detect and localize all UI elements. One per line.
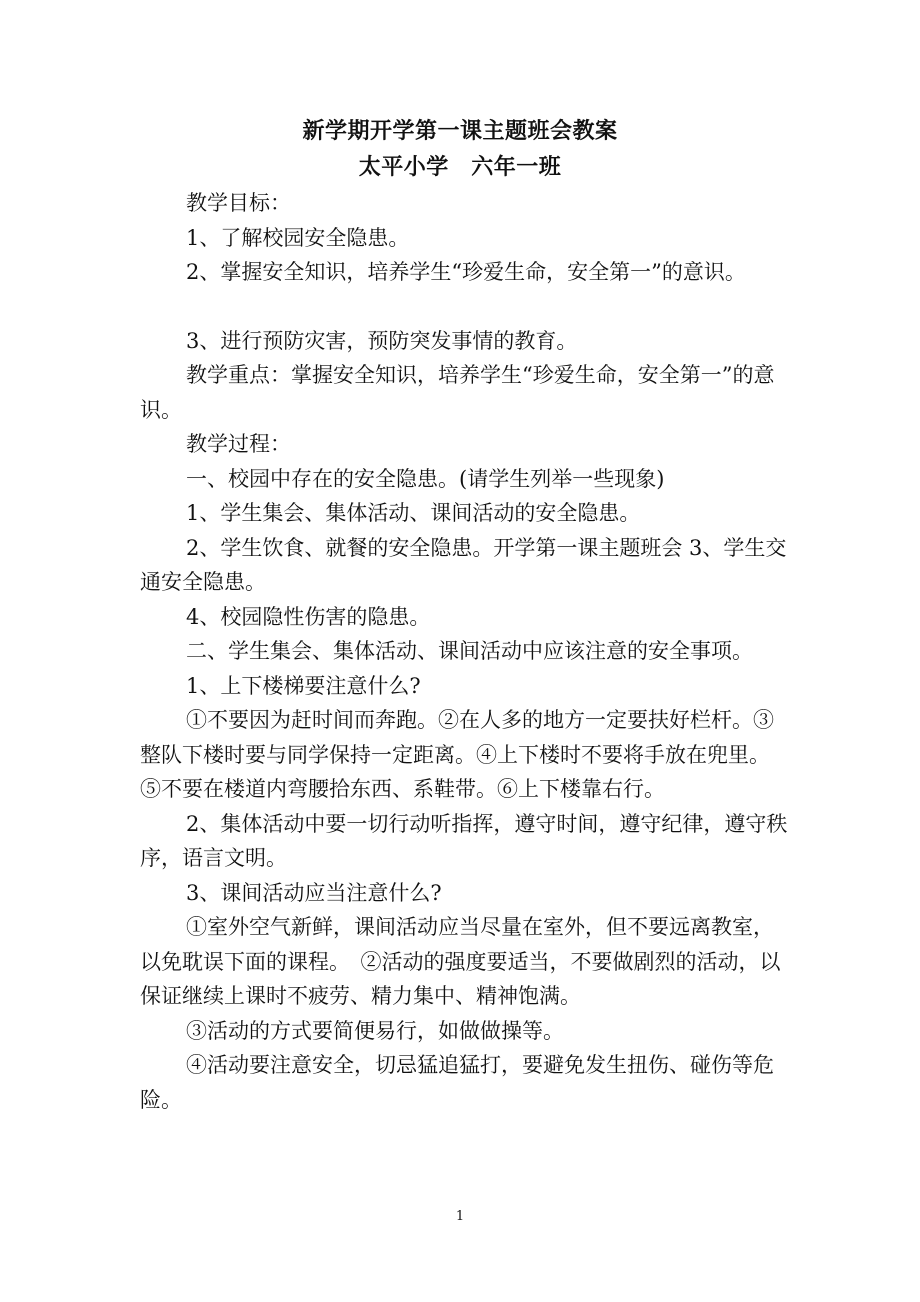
- blank-line: [140, 290, 790, 324]
- paragraph-objectives-heading: 教学目标：: [186, 191, 291, 215]
- paragraph-section-1: 一、校园中存在的安全隐患。(请学生列举一些现象): [186, 466, 665, 491]
- paragraph-break-rule-3: ③活动的方式要简便易行，如做做操等。: [186, 1018, 564, 1043]
- page-number: 1: [455, 1209, 465, 1224]
- paragraph-process-heading: 教学过程：: [186, 432, 291, 456]
- paragraph-item-1-2: 2、学生饮食、就餐的安全隐患。开学第一课主题班会 3、学生交通安全隐患。: [140, 535, 787, 594]
- paragraph-key-points: 教学重点：掌握安全知识，培养学生“珍爱生命，安全第一”的意识。: [140, 363, 775, 422]
- paragraph-section-2: 二、学生集会、集体活动、课间活动中应该注意的安全事项。: [186, 639, 753, 663]
- paragraph-item-2-1: 1、上下楼梯要注意什么?: [186, 673, 421, 698]
- paragraph-item-2-3: 3、课间活动应当注意什么?: [186, 880, 442, 905]
- paragraph-item-2-2: 2、集体活动中要一切行动听指挥，遵守时间，遵守纪律，遵守秩序，语言文明。: [140, 811, 788, 870]
- paragraph-break-rules-1-2: ①室外空气新鲜，课间活动应当尽量在室外，但不要远离教室，以免耽误下面的课程。 ②活动的强度要适当，不要做剧烈的活动，以保证继续上课时不疲劳、精力集中、精神饱满。: [140, 915, 781, 1008]
- paragraph-item-1-4: 4、校园隐性伤害的隐患。: [186, 604, 431, 629]
- paragraph-item-1-1: 1、学生集会、集体活动、课间活动的安全隐患。: [186, 501, 641, 525]
- paragraph-objective-2: 2、掌握安全知识，培养学生“珍爱生命，安全第一”的意识。: [186, 260, 746, 284]
- document-title: 新学期开学第一课主题班会教案: [302, 118, 618, 144]
- document-subtitle: 太平小学 六年一班: [358, 154, 562, 180]
- paragraph-break-rule-4: ④活动要注意安全，切忌猛追猛打，要避免发生扭伤、碰伤等危险。: [140, 1053, 774, 1112]
- paragraph-objective-1: 1、了解校园安全隐患。: [186, 225, 410, 250]
- paragraph-stairs-rules: ①不要因为赶时间而奔跑。②在人多的地方一定要扶好栏杆。③整队下楼时要与同学保持一定距离。④上下楼时不要将手放在兜里。⑤不要在楼道内弯腰拾东西、系鞋带。⑥上下楼靠右行。: [140, 708, 774, 801]
- document-body: [140, 186, 790, 1117]
- paragraph-objective-3: 3、进行预防灾害，预防突发事情的教育。: [186, 328, 578, 353]
